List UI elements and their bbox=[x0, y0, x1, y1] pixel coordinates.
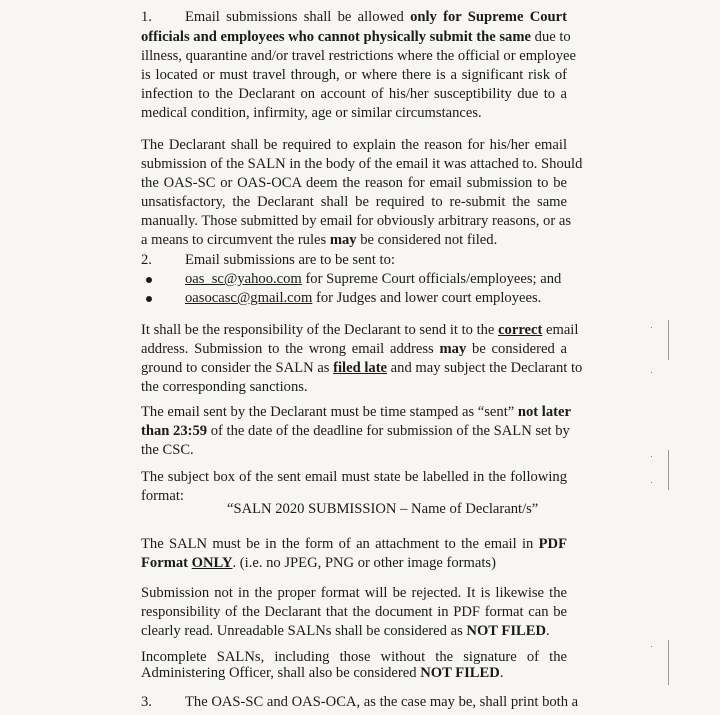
responsibility-line4: the corresponding sanctions. bbox=[141, 379, 308, 395]
scan-speck bbox=[651, 372, 652, 373]
reason-line6: a means to circumvent the rules may be considered not filed. bbox=[141, 232, 498, 248]
reject-line3: clearly read. Unreadable SALNs shall be considered as NOT FILED. bbox=[141, 623, 550, 639]
bullet-item: oas_sc@yahoo.com for Supreme Court officials/employees; and bbox=[185, 271, 562, 287]
scan-speck bbox=[651, 646, 652, 647]
reason-line2: submission of the SALN in the body of the email it was attached to. Should bbox=[141, 156, 583, 172]
reason-line4: unsatisfactory, the Declarant shall be required to re-submit the same bbox=[141, 194, 567, 210]
item1-line5: infection to the Declarant on account of his/her susceptibility due to a bbox=[141, 86, 567, 102]
incomplete-line2: Administering Officer, shall also be considered NOT FILED. bbox=[141, 665, 504, 681]
item1-line1: Email submissions shall be allowed only for Supreme Court bbox=[185, 9, 567, 25]
timestamp-line2: than 23:59 of the date of the deadline for submission of the SALN set by bbox=[141, 423, 570, 439]
reason-line1: The Declarant shall be required to explain the reason for his/her email bbox=[141, 137, 567, 153]
bullet-dot bbox=[146, 277, 152, 283]
subject-line2: format: bbox=[141, 488, 184, 504]
pdf-line1: The SALN must be in the form of an attachment to the email in PDF bbox=[141, 536, 567, 552]
subject-format: “SALN 2020 SUBMISSION – Name of Declarant/s” bbox=[227, 501, 539, 517]
reason-line5: manually. Those submitted by email for obviously arbitrary reasons, or as bbox=[141, 213, 572, 229]
item1-line6: medical condition, infirmity, age or similar circumstances. bbox=[141, 105, 482, 121]
item-number: 2. bbox=[141, 252, 152, 268]
incomplete-line1: Incomplete SALNs, including those without the signature of the bbox=[141, 649, 567, 665]
item1-line2: officials and employees who cannot physically submit the same due to bbox=[141, 29, 571, 45]
scan-speck bbox=[651, 456, 652, 457]
pdf-line2: Format ONLY. (i.e. no JPEG, PNG or other image formats) bbox=[141, 555, 496, 571]
item3-line1: The OAS-SC and OAS-OCA, as the case may be, shall print both a bbox=[185, 694, 579, 710]
bullet-item: oasocasc@gmail.com for Judges and lower court employees. bbox=[185, 290, 542, 306]
timestamp-line1: The email sent by the Declarant must be time stamped as “sent” not later bbox=[141, 404, 571, 420]
item-number: 1. bbox=[141, 9, 152, 25]
reject-line2: responsibility of the Declarant that the document in PDF format can be bbox=[141, 604, 567, 620]
item-number: 3. bbox=[141, 694, 152, 710]
responsibility-line1: It shall be the responsibility of the Declarant to send it to the correct email bbox=[141, 322, 579, 338]
timestamp-line3: the CSC. bbox=[141, 442, 194, 458]
scan-edge-line bbox=[668, 640, 669, 685]
subject-line1: The subject box of the sent email must state be labelled in the following bbox=[141, 469, 567, 485]
scan-edge-line bbox=[668, 320, 669, 360]
item1-line3: illness, quarantine and/or travel restrictions where the official or employee bbox=[141, 48, 576, 64]
item2-intro: Email submissions are to be sent to: bbox=[185, 252, 395, 268]
responsibility-line2: address. Submission to the wrong email address may be considered a bbox=[141, 341, 567, 357]
responsibility-line3: ground to consider the SALN as filed late and may subject the Declarant to bbox=[141, 360, 583, 376]
scan-speck bbox=[651, 327, 652, 328]
item1-line4: is located or must travel through, or where there is a significant risk of bbox=[141, 67, 567, 83]
email-link[interactable]: oas_sc@yahoo.com bbox=[185, 271, 302, 287]
bullet-dot bbox=[146, 296, 152, 302]
reject-line1: Submission not in the proper format will be rejected. It is likewise the bbox=[141, 585, 567, 601]
reason-line3: the OAS-SC or OAS-OCA deem the reason for email submission to be bbox=[141, 175, 567, 191]
scan-speck bbox=[651, 482, 652, 483]
email-link[interactable]: oasocasc@gmail.com bbox=[185, 290, 313, 306]
scan-edge-line bbox=[668, 450, 669, 490]
